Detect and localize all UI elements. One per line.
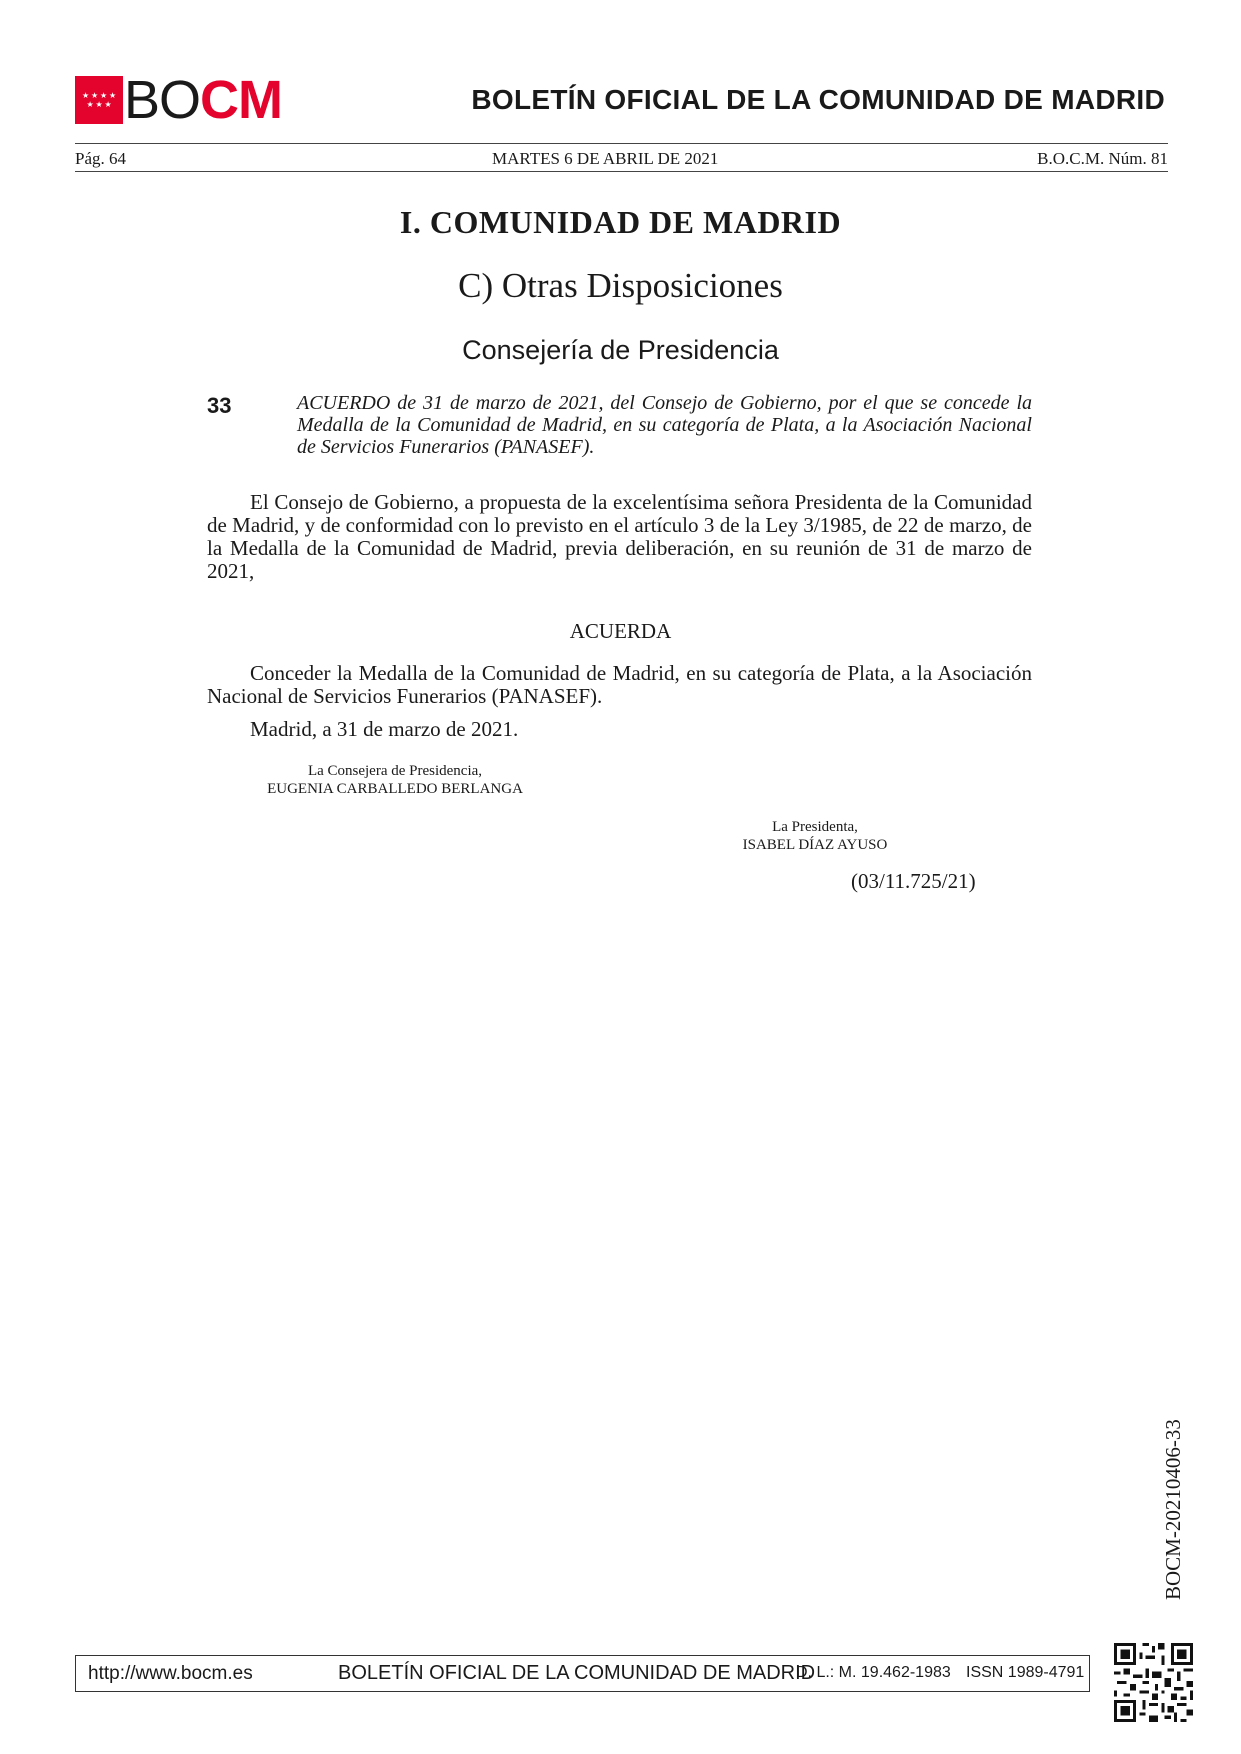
qr-code-icon[interactable] bbox=[1114, 1643, 1193, 1722]
page-number: Pág. 64 bbox=[75, 149, 126, 168]
masthead-title: BOLETÍN OFICIAL DE LA COMUNIDAD DE MADRID bbox=[471, 84, 1165, 115]
section-title: I. COMUNIDAD DE MADRID bbox=[399, 204, 842, 240]
body-paragraph-1: El Consejo de Gobierno, a propuesta de la excelentísima señora Presidenta de la Comunidad de Madrid, y de conformidad con lo previsto en el artículo 3 de la Ley 3/1985, de 22 de marzo, de la Medalla de la Comunidad de Madrid, previa deliberación, en su reunión de 31 de marzo de 2021, bbox=[207, 490, 1032, 583]
header-rule-top bbox=[75, 143, 1168, 144]
legal-deposit: D. L.: M. 19.462-1983 bbox=[796, 1664, 951, 1681]
footer-title: BOLETÍN OFICIAL DE LA COMUNIDAD DE MADRID bbox=[338, 1662, 816, 1684]
acuerda-heading: ACUERDA bbox=[569, 619, 672, 643]
department-title: Consejería de Presidencia bbox=[462, 335, 779, 365]
issn: ISSN 1989-4791 bbox=[966, 1664, 1085, 1681]
signer-role: La Consejera de Presidencia, bbox=[307, 763, 483, 779]
signature-presidenta bbox=[730, 818, 900, 854]
reference-code: (03/11.725/21) bbox=[851, 869, 976, 893]
madrid-flag-icon: ★ ★ ★ ★ ★ ★ ★ bbox=[75, 76, 123, 124]
document-id: BOCM-20210406-33 bbox=[1161, 1419, 1185, 1600]
issue-number: B.O.C.M. Núm. 81 bbox=[1037, 149, 1168, 168]
issue-date: MARTES 6 DE ABRIL DE 2021 bbox=[492, 149, 719, 168]
entry-number: 33 bbox=[207, 393, 232, 418]
header-rule-bottom bbox=[75, 171, 1168, 172]
signer-name: EUGENIA CARBALLEDO BERLANGA bbox=[267, 781, 523, 797]
signature-consejera bbox=[250, 762, 540, 798]
logo-wordmark: BOCM bbox=[124, 70, 283, 130]
footer bbox=[75, 1655, 1090, 1692]
footer-url-link[interactable]: http://www.bocm.es bbox=[88, 1663, 253, 1684]
body-paragraph-2: Conceder la Medalla de la Comunidad de Madrid, en su categoría de Plata, a la Asociación Nacional de Servicios Funerarios (PANASEF). bbox=[207, 661, 1032, 708]
subsection-title: C) Otras Disposiciones bbox=[458, 266, 783, 305]
place-date: Madrid, a 31 de marzo de 2021. bbox=[250, 717, 519, 741]
signer-name: ISABEL DÍAZ AYUSO bbox=[742, 837, 888, 853]
signer-role: La Presidenta, bbox=[772, 819, 858, 835]
bocm-logo bbox=[75, 70, 283, 130]
entry-summary: ACUERDO de 31 de marzo de 2021, del Consejo de Gobierno, por el que se concede la Medalla de la Comunidad de Madrid, en su categoría de Plata, a la Asociación Nacional de Servicios Funerarios (PANASEF). bbox=[297, 392, 1032, 458]
